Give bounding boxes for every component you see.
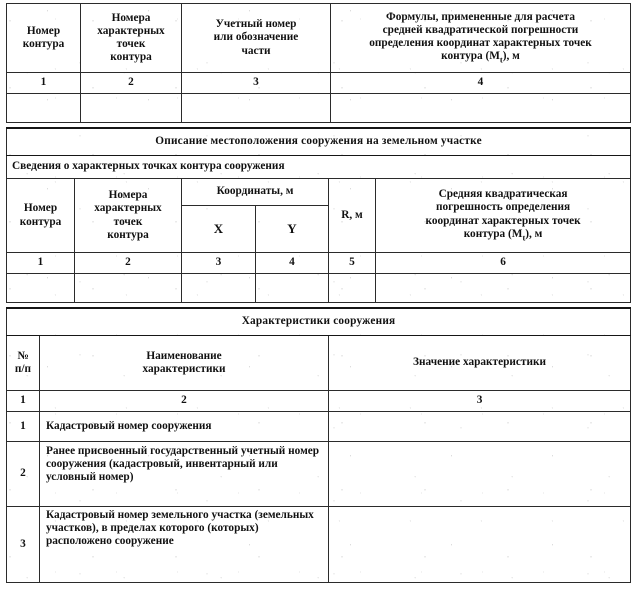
cell-characteristic-value[interactable] <box>329 442 631 507</box>
header-line: № <box>17 349 29 362</box>
header-line: ), м <box>502 50 520 63</box>
header-line: Номер <box>23 202 58 215</box>
header-line: Учетный номер <box>215 18 297 31</box>
column-number: 2 <box>75 253 182 274</box>
cell-characteristic-name: Ранее присвоенный государственный учетный номер сооружения (кадастровый, инвентарный или условный номер) <box>40 442 329 507</box>
header-line: Наименование <box>146 349 222 362</box>
header-registration-number <box>182 4 331 73</box>
header-line: определения координат характерных точек <box>369 37 592 50</box>
column-number: 3 <box>182 73 331 94</box>
header-line: п/п <box>14 363 32 375</box>
column-number: 6 <box>376 253 631 274</box>
cell-point-numbers[interactable] <box>75 274 182 303</box>
cell-coord-x[interactable] <box>182 274 256 303</box>
header-characteristic-name <box>40 336 329 391</box>
header-line: Средняя квадратическая <box>438 188 568 201</box>
cell-row-number: 3 <box>7 507 40 583</box>
header-characteristic-point-numbers <box>75 179 182 253</box>
table-header-row <box>7 179 631 206</box>
header-characteristic-value: Значение характеристики <box>329 336 631 391</box>
header-line: или обозначение <box>213 31 299 44</box>
header-line: средней квадратической погрешности <box>382 23 579 36</box>
section-title-row <box>7 308 631 336</box>
header-radius: R, м <box>329 179 376 253</box>
cell-contour-number[interactable] <box>7 274 75 303</box>
section-title-location: Описание местоположения сооружения на земельном участке <box>7 128 631 156</box>
header-line: контура (M <box>463 227 523 240</box>
location-table <box>6 127 631 303</box>
cell-contour-number[interactable] <box>7 94 81 123</box>
section-title-characteristics: Характеристики сооружения <box>7 308 631 336</box>
column-number: 4 <box>256 253 329 274</box>
cell-coord-y[interactable] <box>256 274 329 303</box>
column-number-row <box>7 73 631 94</box>
column-number: 1 <box>7 391 40 412</box>
cell-characteristic-name: Кадастровый номер земельного участка (земельных участков), в пределах которого (которых) расположено сооружение <box>40 507 329 583</box>
subscript-t: t <box>522 232 526 242</box>
header-line: контура <box>107 228 149 241</box>
header-row-number <box>7 336 40 391</box>
document-sheet <box>6 3 630 583</box>
table-row[interactable] <box>7 94 631 123</box>
table-header-row <box>7 4 631 73</box>
column-number-row <box>7 391 631 412</box>
table-row[interactable] <box>7 274 631 303</box>
column-number-row <box>7 253 631 274</box>
header-line: погрешность определения <box>435 201 571 214</box>
header-line: характерных <box>97 24 165 37</box>
header-coord-y: Y <box>256 206 329 253</box>
cell-formulas[interactable] <box>331 94 631 123</box>
cell-registration-number[interactable] <box>182 94 331 123</box>
column-number: 3 <box>182 253 256 274</box>
cell-row-number: 1 <box>7 412 40 442</box>
header-line: ), м <box>525 227 543 240</box>
header-line: Номер <box>26 24 61 37</box>
header-line: контура (M <box>441 50 500 63</box>
header-line: характеристики <box>142 363 226 375</box>
header-line: Номера <box>108 189 148 202</box>
column-number: 1 <box>7 73 81 94</box>
header-coord-x: X <box>182 206 256 253</box>
cell-row-number: 2 <box>7 442 40 507</box>
table-header-row <box>7 336 631 391</box>
header-coordinates-group: Координаты, м <box>182 179 329 206</box>
header-line: точек <box>113 215 143 228</box>
column-number: 4 <box>331 73 631 94</box>
table-row[interactable] <box>7 442 631 507</box>
header-mean-square-error <box>376 179 631 253</box>
characteristics-table <box>6 307 631 583</box>
cell-point-numbers[interactable] <box>81 94 182 123</box>
column-number: 1 <box>7 253 75 274</box>
header-line: Формулы, примененные для расчета <box>386 10 575 23</box>
column-number: 3 <box>329 391 631 412</box>
section-subtitle-contour-points: Сведения о характерных точках контура сооружения <box>7 156 631 179</box>
section-subtitle-row <box>7 156 631 179</box>
column-number: 2 <box>81 73 182 94</box>
header-line: части <box>241 44 271 57</box>
section-title-row <box>7 128 631 156</box>
header-characteristic-point-numbers <box>81 4 182 73</box>
cell-mean-square-error[interactable] <box>376 274 631 303</box>
header-line: точек <box>116 38 146 50</box>
table-row[interactable] <box>7 412 631 442</box>
header-line: координат характерных точек <box>425 214 581 227</box>
header-line: характерных <box>94 202 162 215</box>
header-line: контура <box>19 215 62 228</box>
table-row[interactable] <box>7 507 631 583</box>
cell-characteristic-value[interactable] <box>329 412 631 442</box>
subscript-t: t <box>499 55 503 65</box>
contour-formulas-table <box>6 3 631 123</box>
column-number: 5 <box>329 253 376 274</box>
cell-characteristic-name: Кадастровый номер сооружения <box>40 412 329 442</box>
column-number: 2 <box>40 391 329 412</box>
header-line: контура <box>110 51 152 64</box>
header-formulas <box>331 4 631 73</box>
cell-characteristic-value[interactable] <box>329 507 631 583</box>
header-line: Номера <box>111 11 151 24</box>
header-contour-number <box>7 179 75 253</box>
header-contour-number <box>7 4 81 73</box>
cell-radius[interactable] <box>329 274 376 303</box>
header-line: контура <box>22 38 65 50</box>
